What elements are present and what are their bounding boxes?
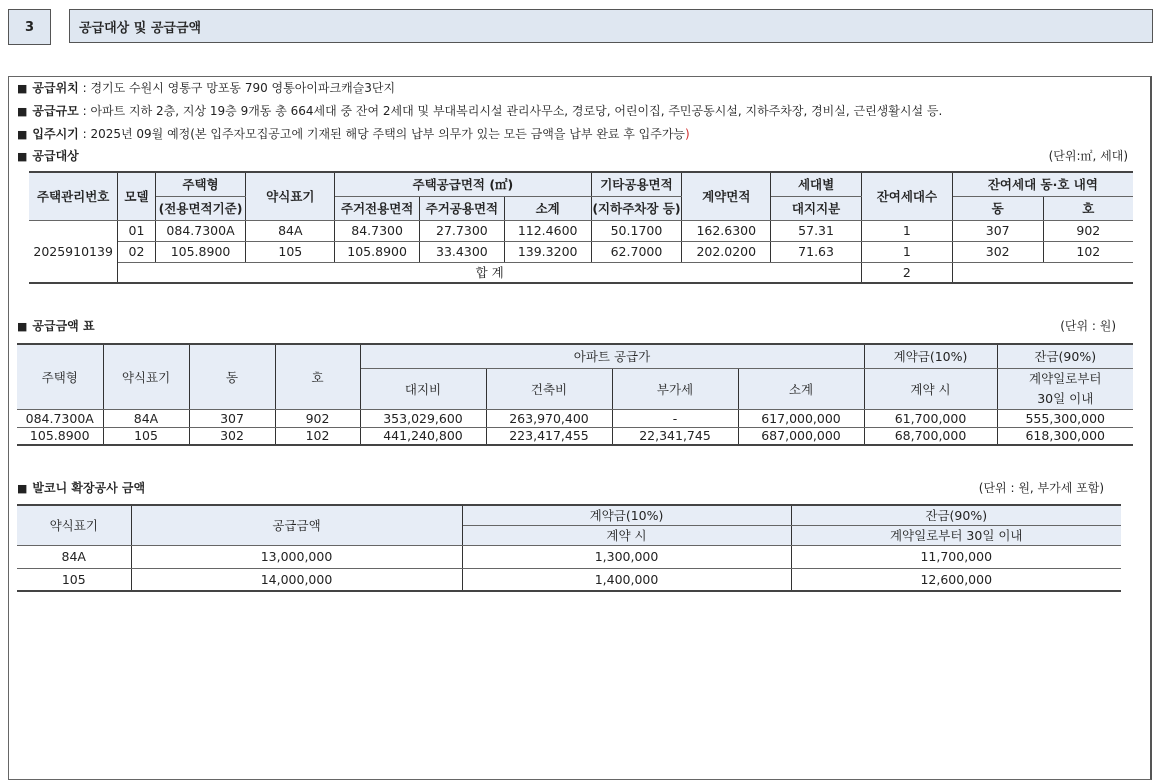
cell-deposit: 1,400,000	[462, 568, 791, 591]
scale-value: : 아파트 지하 2층, 지상 19층 9개동 총 664세대 중 잔여 2세대 및 부대복리시설 관리사무소, 경로당, 어린이집, 주민공동시설, 지하주차장, 경비실, 근린생활시설 등.	[78, 104, 943, 118]
header-balance-when: 계약일로부터 30일 이내	[791, 525, 1121, 545]
cell-type: 105.8900	[155, 241, 246, 262]
cell-contract: 202.0200	[682, 241, 771, 262]
header-land: 대지비	[360, 368, 486, 409]
cell-type: 084.7300A	[155, 220, 246, 241]
total-row	[29, 262, 1133, 283]
square-bullet-icon: ■	[17, 128, 28, 141]
cell-model: 02	[118, 241, 155, 262]
cell-vat: 22,341,745	[612, 427, 738, 445]
cell-amount: 14,000,000	[131, 568, 462, 591]
cell-ho: 102	[275, 427, 360, 445]
cell-subtotal: 617,000,000	[738, 409, 864, 427]
supply-target-table	[29, 171, 1133, 284]
movein-value: : 2025년 09월 예정(본 입주자모집공고에 기재된 해당 주택의 납부 의무가 있는 모든 금액을 납부 완료 후 입주가능	[78, 127, 686, 141]
cell-dong: 307	[952, 220, 1043, 241]
header-deposit-when: 계약 시	[864, 368, 997, 409]
mgmt-no-cell: 2025910139	[29, 220, 118, 283]
header-dong: 동	[952, 196, 1043, 220]
supply-target-unit: (단위:㎡, 세대)	[1048, 149, 1128, 163]
cell-remaining: 1	[861, 220, 952, 241]
table-row	[17, 568, 1121, 591]
table-row	[29, 241, 1133, 262]
cell-contract: 162.6300	[682, 220, 771, 241]
content-panel	[8, 76, 1152, 780]
table-row	[17, 427, 1133, 445]
table-row	[17, 409, 1133, 427]
cell-building: 223,417,455	[486, 427, 612, 445]
header-abbr: 약식표기	[246, 172, 335, 220]
section-title: 공급대상 및 공급금액	[69, 9, 1153, 43]
header-type: 주택형	[155, 172, 246, 196]
cell-subtotal: 687,000,000	[738, 427, 864, 445]
target-label: 공급대상	[32, 149, 79, 163]
balcony-table-title	[17, 479, 145, 496]
cell-land: 57.31	[771, 220, 862, 241]
cell-other: 62.7000	[591, 241, 682, 262]
cell-exclusive: 105.8900	[335, 241, 420, 262]
cell-ho: 902	[275, 409, 360, 427]
header-balance-when	[997, 368, 1133, 409]
header-other-area: 기타공용면적	[591, 172, 682, 196]
header-ho: 호	[275, 344, 360, 409]
cell-exclusive: 84.7300	[335, 220, 420, 241]
header-balance: 잔금(90%)	[997, 344, 1133, 368]
header-building: 건축비	[486, 368, 612, 409]
header-contract-area: 계약면적	[682, 172, 771, 220]
balcony-table-unit: (단위 : 원, 부가세 포함)	[978, 481, 1104, 495]
cell-balance: 12,600,000	[791, 568, 1121, 591]
info-target	[17, 147, 79, 164]
info-scale	[17, 102, 942, 119]
cell-deposit: 1,300,000	[462, 545, 791, 568]
header-exclusive: 주거전용면적	[335, 196, 420, 220]
cell-land: 441,240,800	[360, 427, 486, 445]
cell-subtotal: 139.3200	[504, 241, 591, 262]
header-amount: 공급금액	[131, 505, 462, 545]
cell-ho: 902	[1043, 220, 1133, 241]
cell-common: 27.7300	[420, 220, 505, 241]
square-bullet-icon: ■	[17, 482, 28, 495]
cell-model: 01	[118, 220, 155, 241]
header-model: 모델	[118, 172, 155, 220]
header-deposit-when: 계약 시	[462, 525, 791, 545]
price-table-title-text: 공급금액 표	[32, 319, 95, 333]
balance-when-line1: 계약일로부터	[1029, 370, 1102, 386]
header-remaining: 잔여세대수	[861, 172, 952, 220]
cell-abbr: 105	[246, 241, 335, 262]
header-abbr: 약식표기	[17, 505, 131, 545]
header-ho: 호	[1043, 196, 1133, 220]
header-land-share: 세대별	[771, 172, 862, 196]
square-bullet-icon: ■	[17, 150, 28, 163]
cell-vat: -	[612, 409, 738, 427]
balcony-table	[17, 504, 1121, 592]
cell-abbr: 105	[103, 427, 189, 445]
table-row	[17, 545, 1121, 568]
header-deposit: 계약금(10%)	[864, 344, 997, 368]
cell-abbr: 84A	[103, 409, 189, 427]
header-other-area-sub: (지하주차장 등)	[591, 196, 682, 220]
cell-type: 105.8900	[17, 427, 103, 445]
info-movein	[17, 125, 690, 142]
square-bullet-icon: ■	[17, 320, 28, 333]
balcony-table-title-text: 발코니 확장공사 금액	[32, 481, 146, 495]
header-subtotal: 소계	[504, 196, 591, 220]
movein-close-paren: )	[685, 127, 690, 141]
total-remaining: 2	[861, 262, 952, 283]
header-dong: 동	[189, 344, 275, 409]
total-empty	[952, 262, 1133, 283]
header-land-share-sub: 대지지분	[771, 196, 862, 220]
total-label: 합 계	[118, 262, 862, 283]
cell-subtotal: 112.4600	[504, 220, 591, 241]
header-apt-price: 아파트 공급가	[360, 344, 864, 368]
info-location	[17, 79, 395, 96]
cell-dong: 302	[952, 241, 1043, 262]
header-deposit: 계약금(10%)	[462, 505, 791, 525]
cell-ho: 102	[1043, 241, 1133, 262]
cell-other: 50.1700	[591, 220, 682, 241]
header-type-sub: (전용면적기준)	[155, 196, 246, 220]
price-table-unit: (단위 : 원)	[1060, 319, 1116, 333]
header-detail: 잔여세대 동·호 내역	[952, 172, 1133, 196]
cell-common: 33.4300	[420, 241, 505, 262]
table-row	[29, 220, 1133, 241]
cell-balance: 618,300,000	[997, 427, 1133, 445]
header-common: 주거공용면적	[420, 196, 505, 220]
balance-when-line2: 30일 이내	[1037, 390, 1094, 406]
header-supply-area: 주택공급면적 (㎡)	[335, 172, 591, 196]
cell-balance: 555,300,000	[997, 409, 1133, 427]
cell-abbr: 84A	[246, 220, 335, 241]
scale-label: 공급규모	[32, 104, 79, 118]
cell-building: 263,970,400	[486, 409, 612, 427]
cell-amount: 13,000,000	[131, 545, 462, 568]
cell-type: 084.7300A	[17, 409, 103, 427]
cell-land: 71.63	[771, 241, 862, 262]
cell-dong: 307	[189, 409, 275, 427]
square-bullet-icon: ■	[17, 105, 28, 118]
cell-deposit: 61,700,000	[864, 409, 997, 427]
cell-abbr: 84A	[17, 545, 131, 568]
header-type: 주택형	[17, 344, 103, 409]
header-balance: 잔금(90%)	[791, 505, 1121, 525]
cell-balance: 11,700,000	[791, 545, 1121, 568]
cell-dong: 302	[189, 427, 275, 445]
cell-remaining: 1	[861, 241, 952, 262]
header-mgmt-no: 주택관리번호	[29, 172, 118, 220]
square-bullet-icon: ■	[17, 82, 28, 95]
cell-land: 353,029,600	[360, 409, 486, 427]
price-table	[17, 343, 1133, 446]
cell-deposit: 68,700,000	[864, 427, 997, 445]
header-vat: 부가세	[612, 368, 738, 409]
cell-abbr: 105	[17, 568, 131, 591]
location-value: : 경기도 수원시 영통구 망포동 790 영통아이파크캐슬3단지	[78, 81, 396, 95]
price-table-title	[17, 317, 95, 334]
header-subtotal: 소계	[738, 368, 864, 409]
section-number: 3	[8, 9, 51, 45]
header-abbr: 약식표기	[103, 344, 189, 409]
movein-label: 입주시기	[32, 127, 79, 141]
location-label: 공급위치	[32, 81, 79, 95]
